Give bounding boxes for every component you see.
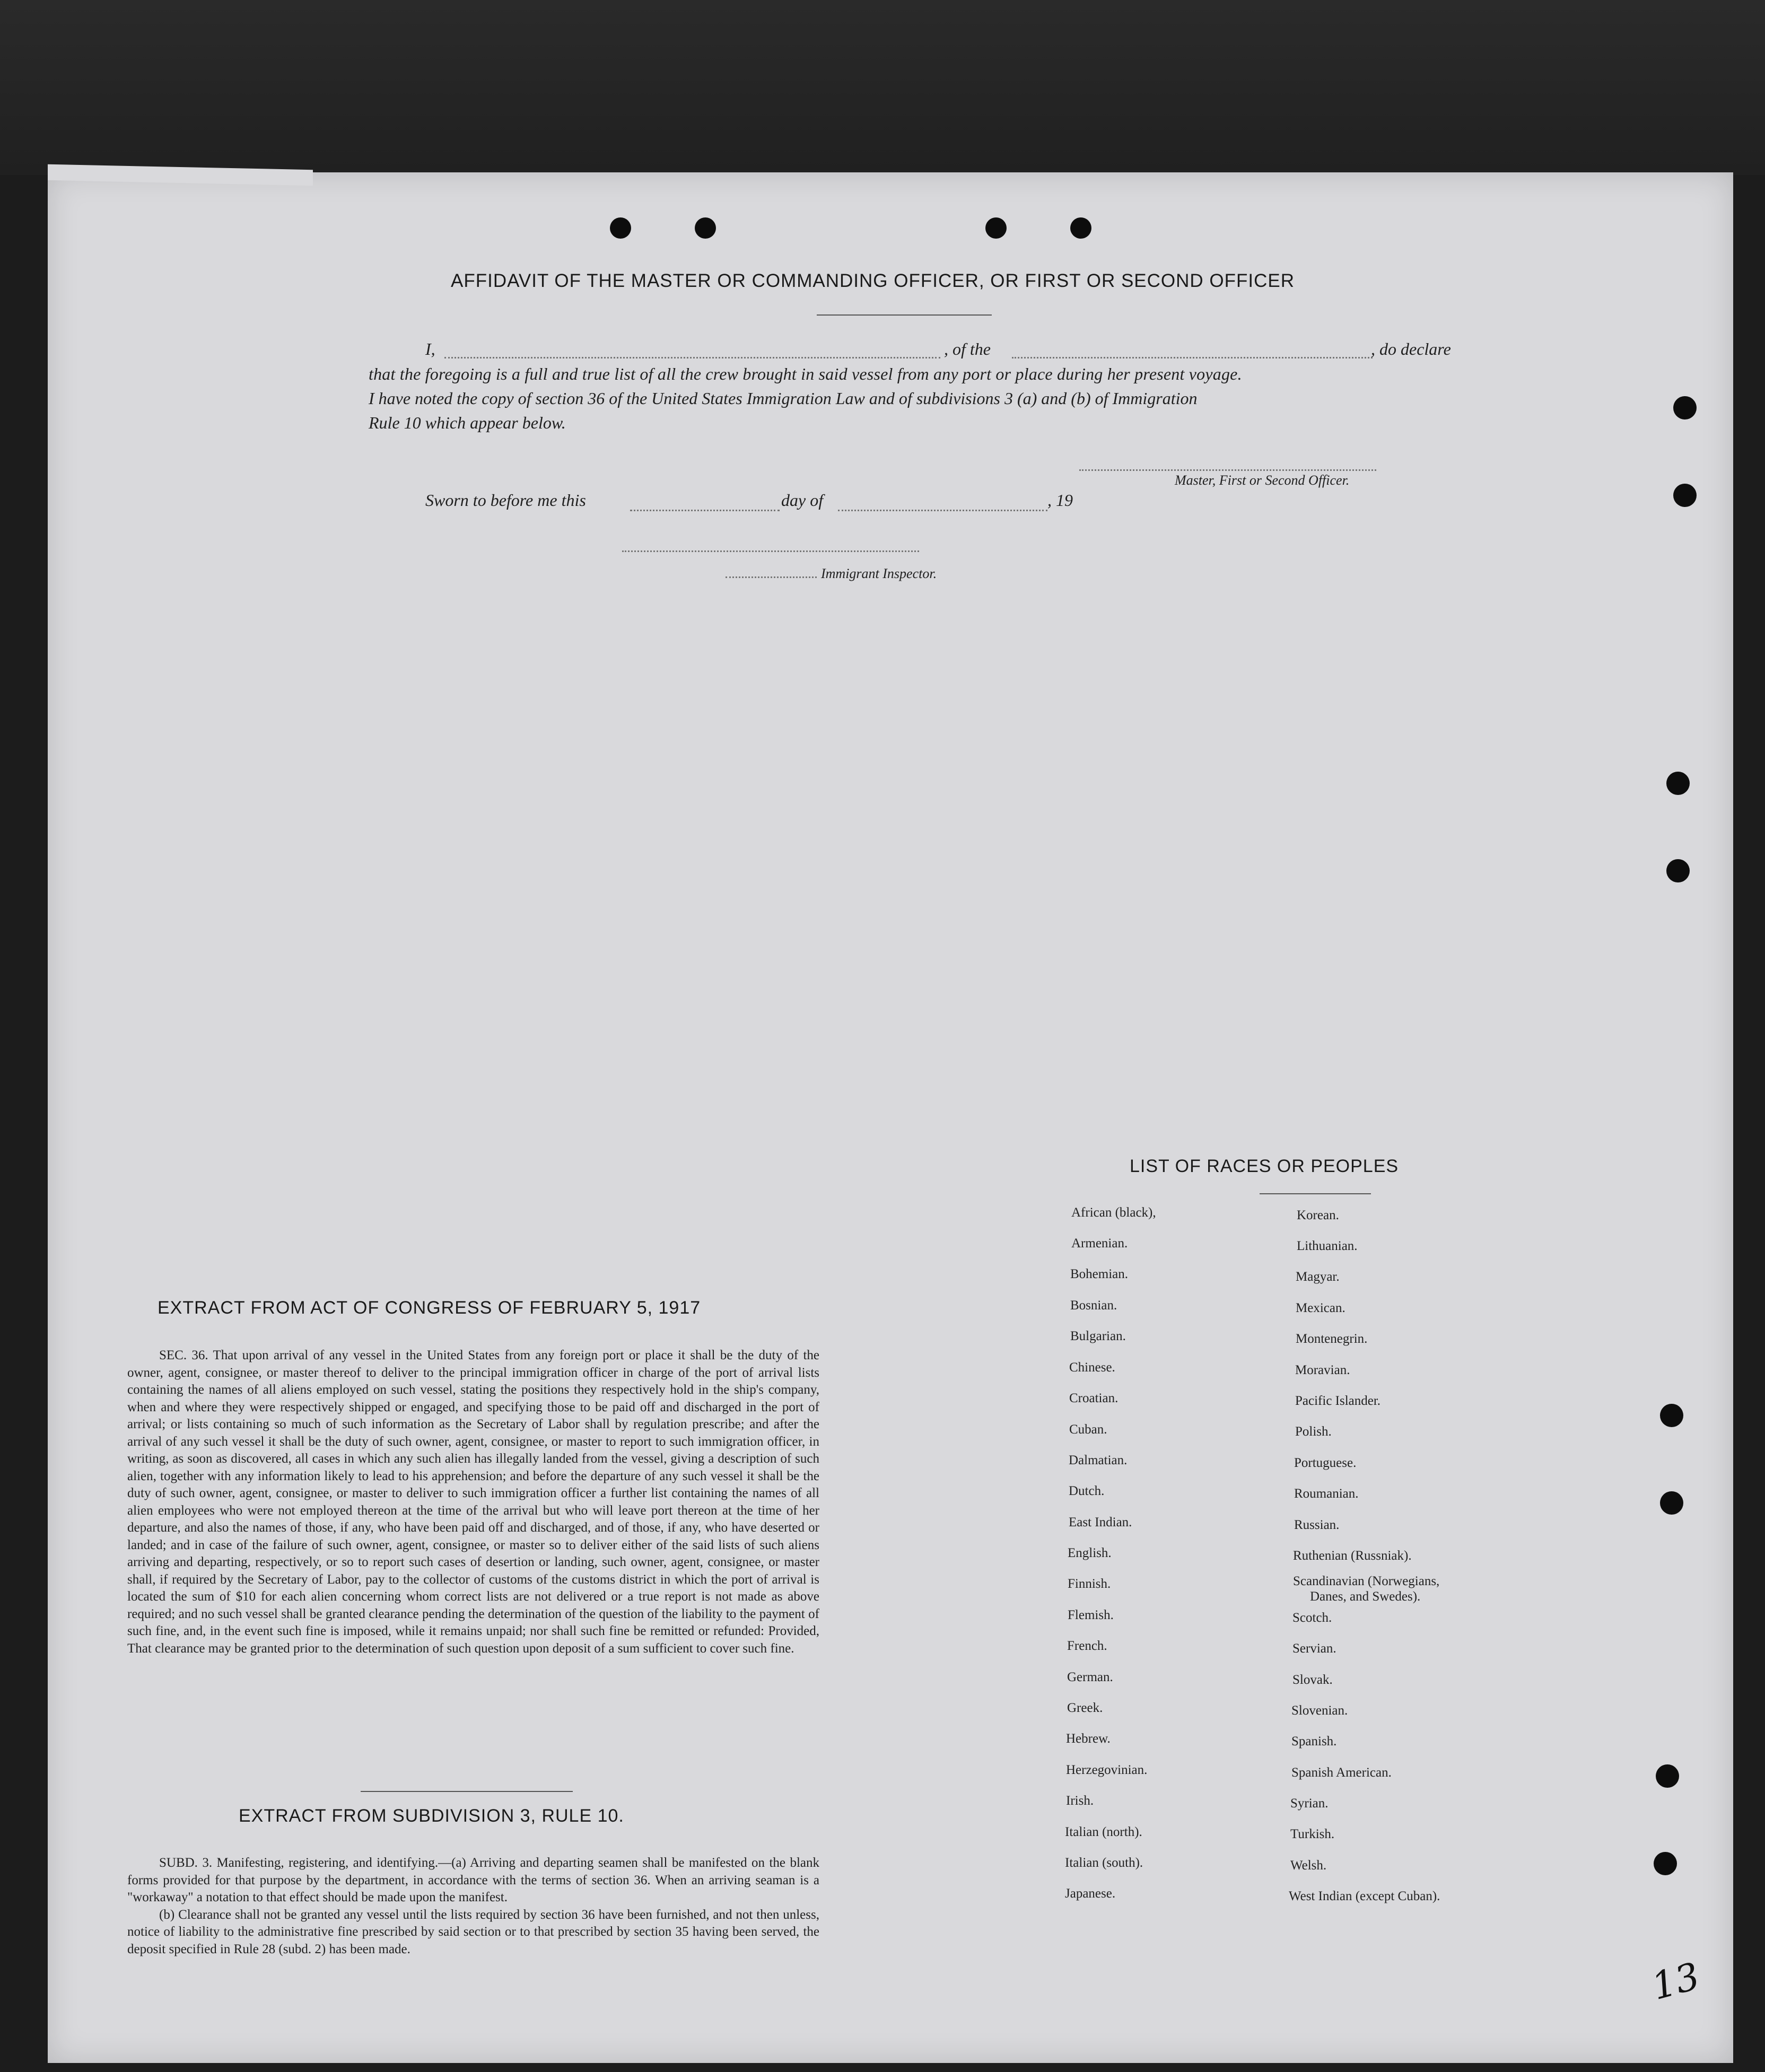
race-item: Bohemian.: [1070, 1267, 1129, 1281]
sworn-year: , 19: [1047, 491, 1073, 510]
race-item: Magyar.: [1296, 1270, 1340, 1284]
race-item: Pacific Islander.: [1295, 1394, 1381, 1408]
race-item: Slovenian.: [1291, 1703, 1348, 1718]
race-item: Moravian.: [1295, 1363, 1350, 1377]
race-item: Polish.: [1295, 1424, 1332, 1439]
affidavit-line1-declare: , do declare: [1371, 339, 1451, 359]
race-item: Spanish.: [1291, 1734, 1337, 1748]
race-item: Lithuanian.: [1297, 1239, 1358, 1253]
rule-10-para-a: SUBD. 3. Manifesting, registering, and identifying.—(a) Arriving and departing seamen shall be manifested on the blank forms provided for that purpose by the department, in accordance with the terms of section 36. When an arriving seaman is a "workaway" a notation to that effect should be made upon the manifest.: [127, 1856, 819, 1904]
race-item: Italian (north).: [1065, 1825, 1142, 1839]
sworn-day-of: day of: [781, 491, 824, 510]
punch-hole: [695, 217, 716, 239]
punch-hole: [1666, 772, 1690, 795]
affidavit-title: AFFIDAVIT OF THE MASTER OR COMMANDING OFFICER, OR FIRST OR SECOND OFFICER: [451, 270, 1295, 291]
punch-hole: [1660, 1491, 1683, 1515]
race-item: West Indian (except Cuban).: [1289, 1889, 1440, 1903]
race-item: Hebrew.: [1066, 1732, 1111, 1746]
punch-hole: [1673, 396, 1697, 419]
title-underline: [817, 314, 992, 316]
name-blank: [444, 357, 940, 359]
race-item: English.: [1068, 1546, 1112, 1560]
race-item: Dutch.: [1069, 1484, 1105, 1498]
affidavit-line1-of-the: , of the: [944, 339, 991, 359]
punch-hole: [1654, 1852, 1677, 1875]
day-blank: [630, 510, 780, 511]
punch-hole: [1666, 859, 1690, 882]
race-item: Bosnian.: [1070, 1298, 1117, 1313]
race-item: Slovak.: [1292, 1673, 1333, 1687]
race-item: Scotch.: [1292, 1611, 1332, 1625]
race-item: Armenian.: [1071, 1236, 1128, 1251]
affidavit-line3: I have noted the copy of section 36 of the United States Immigration Law and of subdivisions 3 (a) and (b) of Immigration: [369, 389, 1198, 408]
handwritten-page-number: 13: [1647, 1954, 1705, 2009]
race-item: Japanese.: [1065, 1886, 1116, 1901]
race-item: Scandinavian (Norwegians,: [1293, 1574, 1440, 1588]
punch-hole: [1656, 1764, 1679, 1788]
section-36-text: [127, 1347, 819, 1657]
race-item: Portuguese.: [1294, 1456, 1357, 1470]
race-item: Russian.: [1294, 1518, 1340, 1532]
extract-rule-title: EXTRACT FROM SUBDIVISION 3, RULE 10.: [239, 1806, 624, 1826]
race-item: Greek.: [1067, 1701, 1103, 1715]
race-item: Chinese.: [1069, 1360, 1115, 1375]
sworn-prefix: Sworn to before me this: [425, 491, 586, 510]
rule-10-text: [127, 1855, 819, 1958]
punch-hole: [610, 217, 631, 239]
signature-label: Master, First or Second Officer.: [1175, 473, 1350, 488]
race-item: French.: [1067, 1639, 1107, 1653]
race-item: Bulgarian.: [1070, 1329, 1126, 1343]
race-item: Danes, and Swedes).: [1310, 1589, 1421, 1604]
race-item: Dalmatian.: [1069, 1453, 1128, 1467]
month-blank: [838, 510, 1047, 511]
race-item: Croatian.: [1069, 1391, 1119, 1405]
race-item: Irish.: [1066, 1794, 1094, 1808]
race-item: Syrian.: [1290, 1796, 1329, 1811]
race-item: Cuban.: [1069, 1422, 1107, 1437]
race-item: Finnish.: [1068, 1577, 1111, 1591]
race-item: African (black),: [1071, 1205, 1156, 1220]
punch-hole: [1673, 484, 1697, 507]
race-item: Herzegovinian.: [1066, 1763, 1148, 1777]
race-item: Ruthenian (Russniak).: [1293, 1549, 1412, 1563]
inspector-blank-2: [726, 576, 817, 578]
inspector-label: Immigrant Inspector.: [821, 566, 937, 581]
dark-background: [0, 0, 1765, 175]
race-item: Korean.: [1297, 1208, 1339, 1222]
race-item: Spanish American.: [1291, 1765, 1392, 1780]
race-item: East Indian.: [1069, 1515, 1132, 1529]
signature-blank: [1079, 469, 1376, 471]
vessel-blank: [1012, 357, 1373, 359]
races-title: LIST OF RACES OR PEOPLES: [1130, 1156, 1399, 1176]
race-item: German.: [1067, 1670, 1113, 1684]
race-item: Italian (south).: [1065, 1856, 1143, 1870]
section-36-paragraph: SEC. 36. That upon arrival of any vessel in the United States from any foreign port or place it shall be the duty of the owner, agent, consignee, or master thereof to deliver to the principal immigration officer in charge of the port of arrival lists containing the names of all aliens employed on such vessel, stating the positions they respectively hold in the ship's company, when and where they were respectively shipped or engaged, and specifying those to be paid off and discharged in the port of arrival; or lists containing so much of such information as the Secretary of Labor shall by regulation prescribe; and after the arrival of any such vessel it shall be the duty of such owner, agent, consignee, or master to report to such immigration officer, in writing, as soon as discovered, all cases in which any such alien has illegally landed from the vessel, giving a description of such alien, together with any information likely to lead to his apprehension; and before the departure of any such vessel it shall be the duty of such owner, agent, consignee, or master to deliver to such immigration officer a further list containing the names of all alien employees who were not employed thereon at the time of the arrival but who will leave port thereon at the time of her departure, and also the names of those, if any, who have been paid off and discharged, and of those, if any, who have deserted or landed; and in case of the failure of such owner, agent, consignee, or master so to deliver either of the said lists of such aliens arriving and departing, respectively, or so to report such cases of desertion or landing, such owner, agent, consignee, or master shall, if required by the Secretary of Labor, pay to the collector of customs of the customs district in which the port of arrival is located the sum of $10 for each alien concerning whom correct lists are not delivered or a true report is not made as above required; and no such vessel shall be granted clearance pending the determination of the question of the liability to the payment of such fine, and, in the event such fine is imposed, while it remains unpaid; nor shall such fine be remitted or refunded: Provided, That clearance may be granted prior to the determination of such question upon deposit of a sum sufficient to cover such fine.: [127, 1348, 819, 1656]
races-title-underline: [1260, 1193, 1371, 1194]
race-item: Mexican.: [1296, 1301, 1345, 1315]
punch-hole: [1660, 1404, 1683, 1427]
race-item: Roumanian.: [1294, 1487, 1359, 1501]
race-item: Servian.: [1292, 1641, 1336, 1656]
extract-act-title: EXTRACT FROM ACT OF CONGRESS OF FEBRUARY 5, 1917: [158, 1298, 701, 1318]
affidavit-line1-i: I,: [425, 339, 435, 359]
affidavit-line2: that the foregoing is a full and true list of all the crew brought in said vessel from any port or place during her present voyage.: [369, 364, 1242, 383]
rule-10-para-b: (b) Clearance shall not be granted any vessel until the lists required by section 36 have been furnished, and not then unless, notice of liability to the administrative fine prescribed by said section or to that prescribed by section 35 having been served, the deposit specified in Rule 28 (subd. 2) has been made.: [127, 1907, 819, 1956]
race-item: Montenegrin.: [1296, 1332, 1368, 1346]
affidavit-line4: Rule 10 which appear below.: [369, 413, 566, 432]
document-page: [48, 172, 1733, 2063]
race-item: Turkish.: [1290, 1827, 1335, 1841]
punch-hole: [985, 217, 1007, 239]
inspector-blank-1: [622, 550, 919, 552]
race-item: Welsh.: [1290, 1858, 1327, 1873]
race-item: Flemish.: [1068, 1608, 1114, 1622]
punch-hole: [1070, 217, 1091, 239]
section-divider: [361, 1791, 573, 1792]
